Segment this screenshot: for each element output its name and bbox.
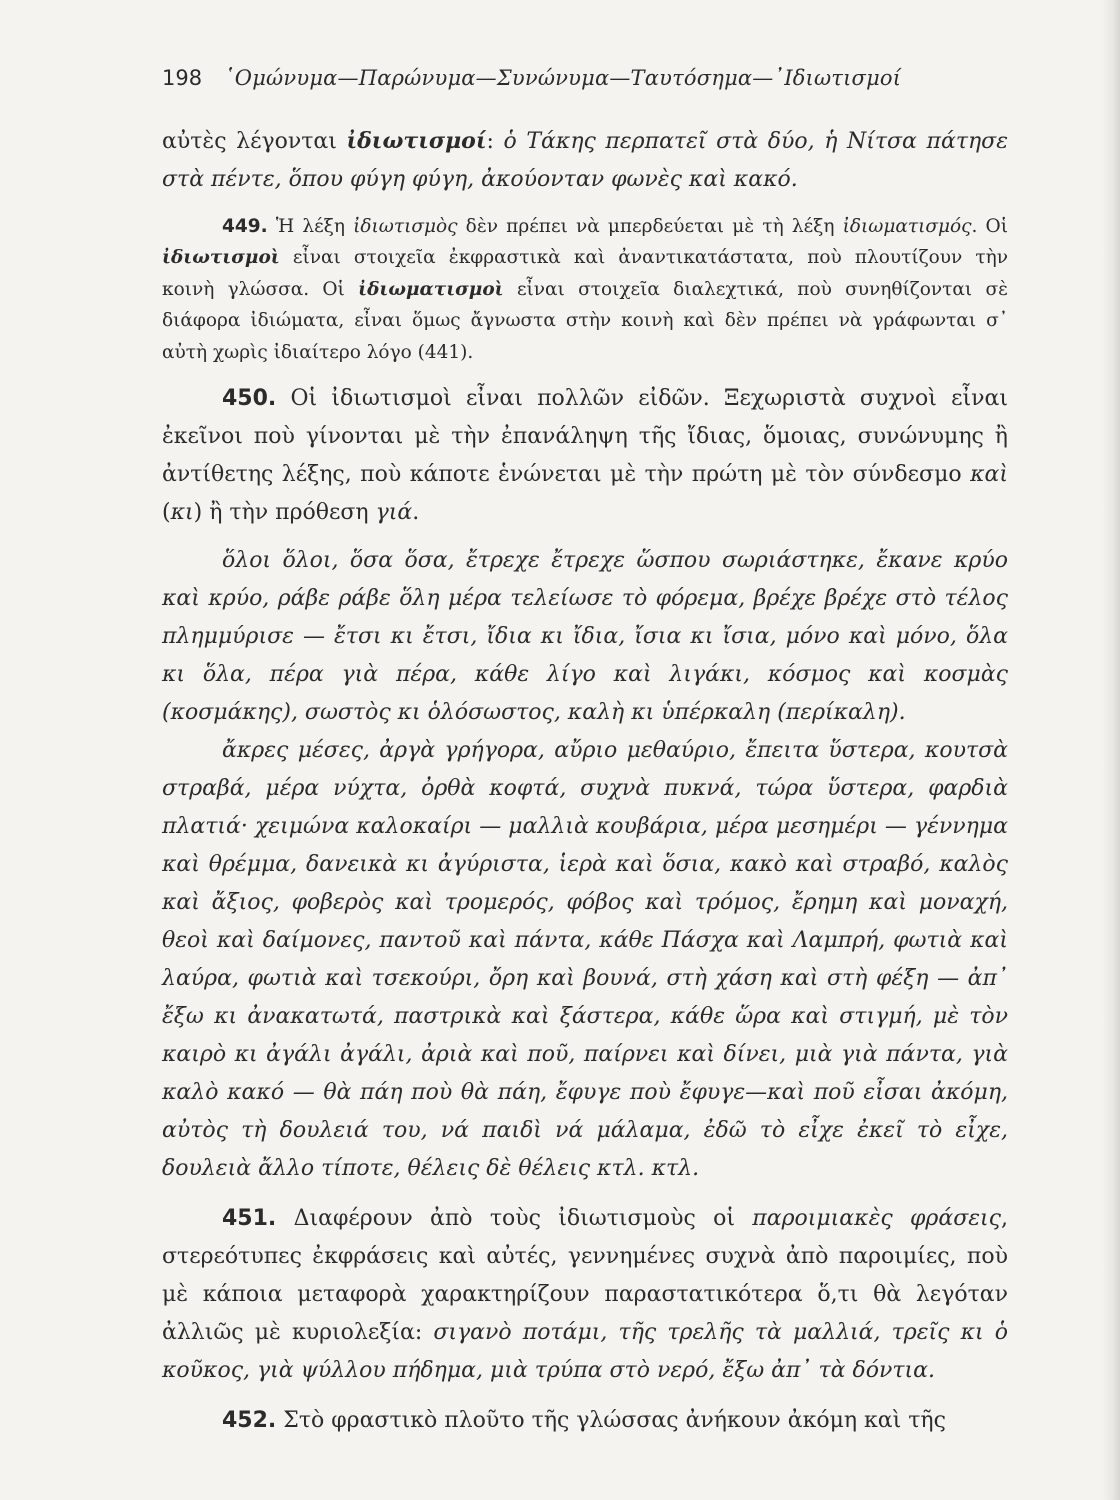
section-number-450: 450.	[222, 386, 277, 412]
paragraph-450	[162, 380, 1008, 532]
italic-word: κι	[170, 500, 194, 526]
page-edge-shadow	[1102, 0, 1120, 1500]
paragraph-452	[162, 1402, 1008, 1440]
term-idiotismoi: ἰδιωτισμοί	[346, 128, 487, 154]
italic-term: παροιμιακὲς φράσεις	[752, 1206, 1001, 1232]
examples: σιγανὸ ποτάμι, τῆς τρελῆς τὰ μαλλιά, τρεῖς κι ὁ κοῦκος, γιὰ ψύλλου πήδημα, μιὰ τρύπα στὸ νερό, ἔξω ἀπ᾿ τὰ δόντια.	[162, 1320, 1009, 1384]
section-number-449: 449.	[222, 216, 268, 237]
examples-block-1: ὅλοι ὅλοι, ὅσα ὅσα, ἔτρεχε ἔτρεχε ὥσπου σωριάστηκε, ἔκανε κρύο καὶ κρύο, ράβε ράβε ὅλη μέρα τελείωσε τὸ φόρεμα, βρέχε βρέχε στὸ τέλος πλημμύρισε — ἔτσι κι ἔτσι, ἴδια κι ἴδια, ἴσια κι ἴσια, μόνο καὶ μόνο, ὅλα κι ὅλα, πέρα γιὰ πέρα, κάθε λίγο καὶ λιγάκι, κόσμος καὶ κοσμὰς (κοσμάκης), σωστὸς κι ὁλόσωστος, καλὴ κι ὑπέρκαλη (περίκαλη).	[162, 548, 1008, 726]
paragraph-451	[162, 1200, 1008, 1390]
text: , στερεότυπες ἐκφράσεις καὶ αὐτές, γεννημένες συχνὰ ἀπὸ παροιμίες, ποὺ μὲ κάποια μεταφορὰ χαρακτηρίζουν παραστατικότερα ὅ,τι θὰ λεγόταν ἀλλιῶς μὲ κυριολεξία:	[162, 1206, 1008, 1346]
text: Ἡ λέξη	[267, 216, 354, 237]
section-number-451: 451.	[222, 1206, 277, 1232]
text: ) ἢ τὴν πρόθεση	[193, 500, 376, 526]
italic-term: ἰδιωματισμός	[842, 216, 972, 237]
italic-word: καὶ	[970, 462, 1008, 488]
text: αὐτὲς λέγονται	[162, 129, 347, 154]
section-number-452: 452.	[222, 1408, 277, 1434]
bold-term: ἰδιωτισμοὶ	[162, 247, 280, 269]
text: εἶναι στοιχεῖα διαλεχτικά, ποὺ συνηθίζονται σὲ διάφορα ἰδιώματα, εἶναι ὅμως ἄγνωστα στὴν κοινὴ καὶ δὲν πρέπει νὰ γράφωνται σ᾿ αὐτὴ χωρὶς ἰδιαίτερο λόγο (441).	[162, 278, 1008, 363]
page-number: 198	[162, 66, 203, 90]
text: Στὸ φραστικὸ πλοῦτο τῆς γλώσσας ἀνήκουν ἀκόμη καὶ τῆς	[276, 1408, 946, 1434]
examples: ὁ Τάκης περπατεῖ στὰ δύο, ἡ Νίτσα πάτησε στὰ πέντε, ὅπου φύγη φύγη, ἀκούονταν φωνὲς καὶ κακό.	[162, 129, 1008, 192]
text: .	[412, 500, 420, 526]
text: . Οἱ	[971, 216, 1008, 237]
text: δὲν πρέπει νὰ μπερδεύεται μὲ τὴ λέξη	[457, 216, 843, 237]
bold-term: ἰδιωματισμοὶ	[358, 278, 504, 300]
paragraph-449	[162, 211, 1008, 368]
text: εἶναι στοιχεῖα ἐκφραστικὰ καὶ ἀναντικατάστατα, ποὺ πλουτίζουν τὴν κοινὴ γλώσσα. Οἱ	[162, 247, 1008, 300]
running-header	[162, 64, 1008, 93]
text: :	[486, 129, 504, 154]
paragraph-continuation	[162, 122, 1008, 199]
text: Διαφέρουν ἀπὸ τοὺς ἰδιωτισμοὺς οἱ	[276, 1206, 753, 1232]
running-title: ῾Ομώνυμα—Παρώνυμα—Συνώνυμα—Ταυτόσημα—᾿Ιδιωτισμοί	[224, 66, 902, 90]
text: (	[162, 500, 171, 526]
text: Οἱ ἰδιωτισμοὶ εἶναι πολλῶν εἰδῶν. Ξεχωριστὰ συχνοὶ εἶναι ἐκεῖνοι ποὺ γίνονται μὲ τὴν ἐπανάληψη τῆς ἴδιας, ὅμοιας, συνώνυμης ἢ ἀντίθετης λέξης, ποὺ κάποτε ἑνώνεται μὲ τὴν πρώτη μὲ τὸν σύνδεσμο	[162, 386, 1008, 488]
italic-term: ἰδιωτισμὸς	[353, 216, 458, 237]
examples-block-2: ἄκρες μέσες, ἀργὰ γρήγορα, αὔριο μεθαύριο, ἔπειτα ὕστερα, κουτσὰ στραβά, μέρα νύχτα, ὀρθὰ κοφτά, συχνὰ πυκνά, τώρα ὕστερα, φαρδιὰ πλατιά· χειμώνα καλοκαίρι — μαλλιὰ κουβάρια, μέρα μεσημέρι — γέννημα καὶ θρέμμα, δανεικὰ κι ἀγύριστα, ἱερὰ καὶ ὅσια, κακὸ καὶ στραβό, καλὸς καὶ ἄξιος, φοβερὸς καὶ τρομερός, φόβος καὶ τρόμος, ἔρημη καὶ μοναχή, θεοὶ καὶ δαίμονες, παντοῦ καὶ πάντα, κάθε Πάσχα καὶ Λαμπρή, φωτιὰ καὶ λαύρα, φωτιὰ καὶ τσεκούρι, ὄρη καὶ βουνά, στὴ χάση καὶ στὴ φέξη — ἀπ᾿ ἔξω κι ἀνακατωτά, παστρικὰ καὶ ξάστερα, κάθε ὥρα καὶ στιγμή, μὲ τὸν καιρὸ κι ἀγάλι ἀγάλι, ἀριὰ καὶ ποῦ, παίρνει καὶ δίνει, μιὰ γιὰ πάντα, γιὰ καλὸ κακό — θὰ πάη ποὺ θὰ πάη, ἔφυγε ποὺ ἔφυγε—καὶ ποῦ εἶσαι ἀκόμη, αὐτὸς τὴ δουλειά του, νά παιδὶ νά μάλαμα, ἐδῶ τὸ εἶχε ἐκεῖ τὸ εἶχε, δουλειὰ ἄλλο τίποτε, θέλεις δὲ θέλεις κτλ. κτλ.	[162, 738, 1008, 1182]
italic-word: γιά	[375, 500, 413, 526]
page-body	[162, 122, 1008, 1440]
